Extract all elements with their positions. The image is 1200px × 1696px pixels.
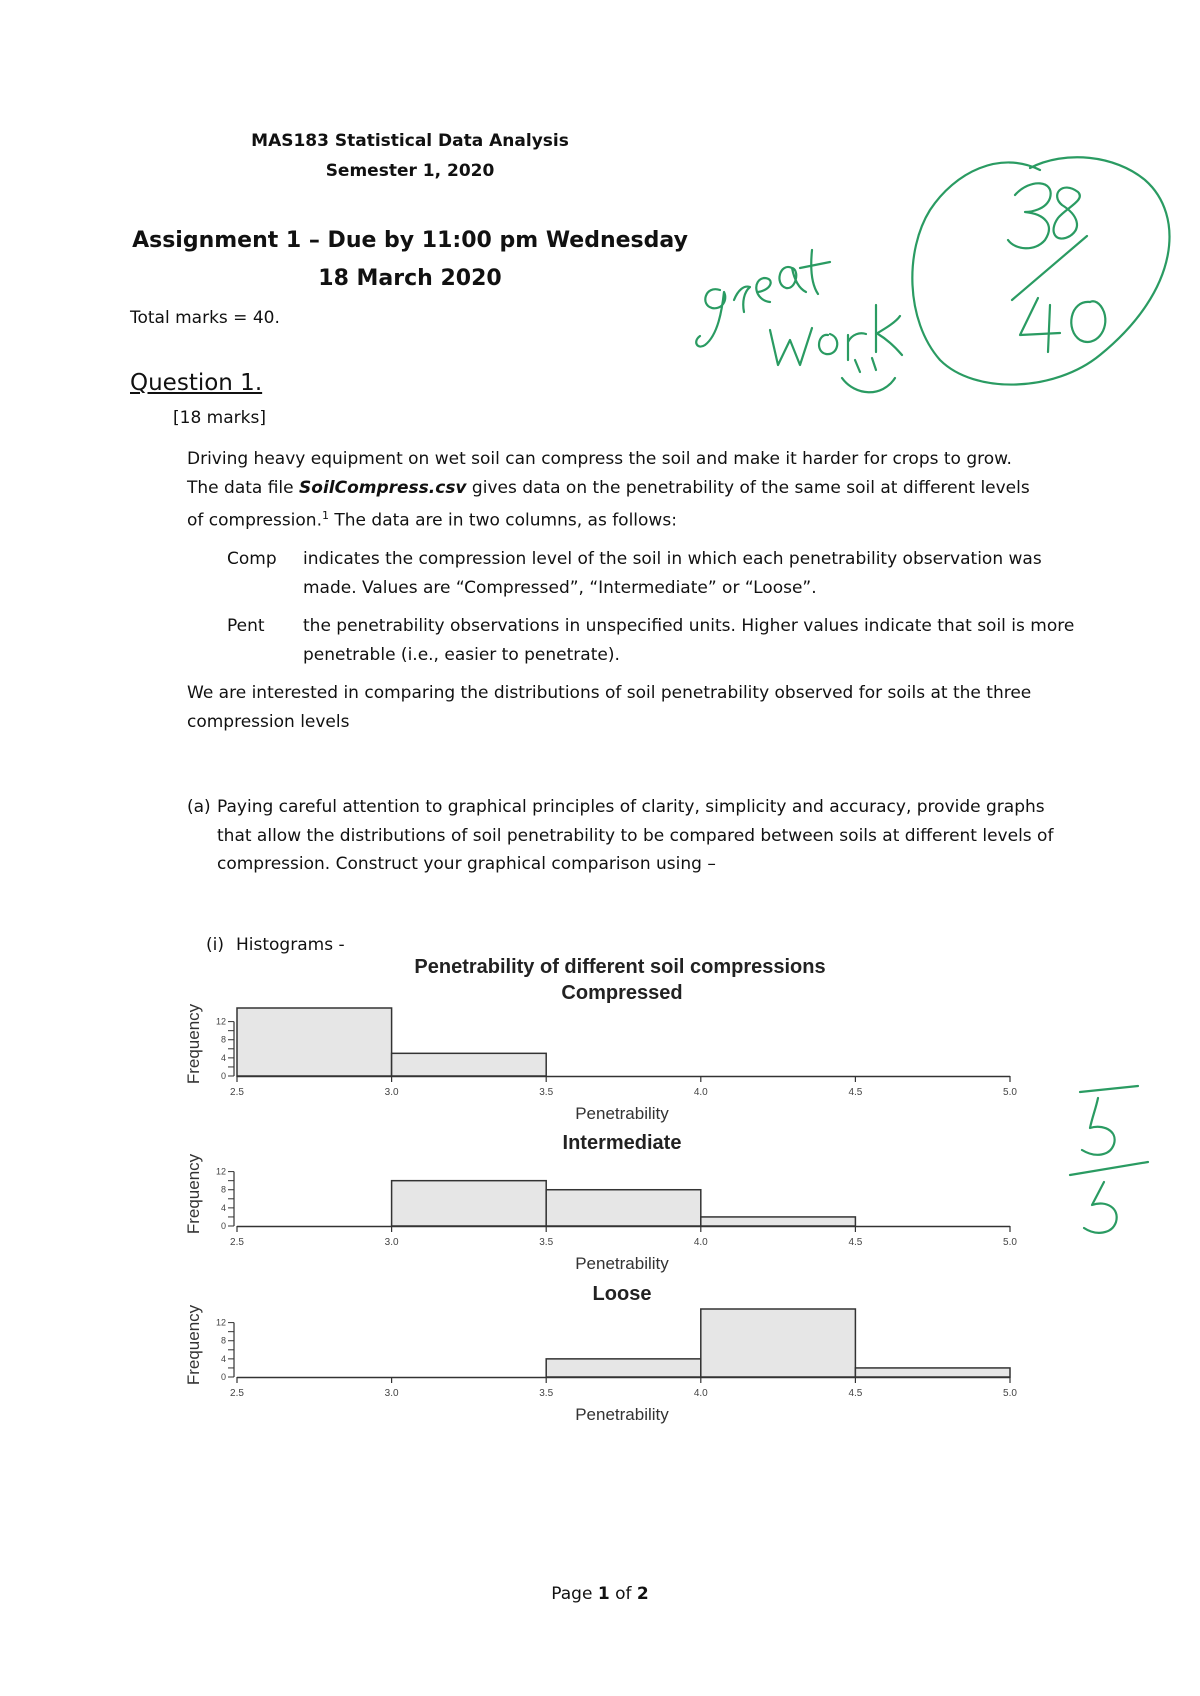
- x-tick-label: 4.0: [693, 1087, 708, 1098]
- x-tick-label: 3.0: [384, 1087, 399, 1098]
- intro-text: The data are in two columns, as follows:: [328, 510, 677, 531]
- definition-term: Pent: [227, 616, 265, 636]
- y-tick-label: 4: [220, 1202, 226, 1213]
- y-axis-label: Frequency: [184, 1153, 203, 1235]
- x-tick-label: 2.5: [230, 1388, 244, 1399]
- intro-text: The data file: [187, 477, 300, 498]
- footnote-marker: 1: [321, 509, 329, 522]
- histogram-bar: [855, 1368, 1010, 1377]
- data-file-name: SoilCompress.csv: [299, 477, 467, 498]
- y-axis-label: Frequency: [184, 1003, 203, 1085]
- y-tick-label: 4: [220, 1353, 226, 1364]
- y-tick-label: 8: [220, 1034, 226, 1045]
- x-axis-label: Penetrability: [575, 1405, 669, 1424]
- histogram-bar: [392, 1181, 547, 1226]
- x-axis-label: Penetrability: [575, 1104, 669, 1123]
- chart-subtitle: Compressed: [561, 982, 683, 1004]
- x-tick-label: 3.0: [384, 1388, 399, 1399]
- page-number: 1: [597, 1584, 610, 1604]
- page-footer: [0, 1580, 1200, 1609]
- histogram-bar: [701, 1217, 856, 1226]
- page-label: Page: [551, 1584, 598, 1604]
- part-a-text: Paying careful attention to graphical principles of clarity, simplicity and accuracy, provide graphs that allow the distributions of soil penetrability to be compared between soils at different levels of compression. Construct your graphical comparison using –: [217, 797, 1054, 874]
- definition-term: Comp: [227, 549, 277, 569]
- x-axis-label: Penetrability: [575, 1254, 669, 1273]
- course-title: MAS183 Statistical Data Analysis: [251, 131, 569, 151]
- y-tick-label: 12: [215, 1317, 226, 1328]
- histogram-bar: [546, 1190, 701, 1226]
- x-tick-label: 5.0: [1003, 1087, 1017, 1098]
- intro-line-1: Driving heavy equipment on wet soil can compress the soil and make it harder for crops to grow.: [187, 449, 1012, 469]
- x-tick-label: 4.5: [848, 1087, 863, 1098]
- page-of: of: [609, 1584, 637, 1604]
- y-tick-label: 12: [215, 1016, 226, 1027]
- intro-text: of compression.: [187, 510, 322, 531]
- intro-text: gives data on the penetrability of the same soil at different levels: [466, 477, 1030, 498]
- x-tick-label: 3.5: [539, 1237, 554, 1248]
- x-tick-label: 2.5: [230, 1237, 244, 1248]
- question-marks: [18 marks]: [173, 408, 266, 428]
- part-a-label: (a): [187, 797, 211, 817]
- x-tick-label: 4.0: [693, 1237, 708, 1248]
- x-tick-label: 5.0: [1003, 1237, 1017, 1248]
- y-tick-label: 0: [220, 1221, 226, 1231]
- question-heading: Question 1.: [130, 370, 263, 396]
- x-tick-label: 4.0: [693, 1388, 708, 1399]
- y-tick-label: 0: [220, 1071, 226, 1081]
- y-tick-label: 8: [220, 1335, 226, 1346]
- assignment-due-date: 18 March 2020: [318, 266, 502, 291]
- y-tick-label: 8: [220, 1184, 226, 1195]
- x-tick-label: 5.0: [1003, 1388, 1017, 1399]
- x-tick-label: 3.5: [539, 1388, 554, 1399]
- page-total: 2: [636, 1584, 649, 1604]
- histogram-bar: [701, 1309, 856, 1377]
- interest-paragraph: We are interested in comparing the distributions of soil penetrability observed for soils at the three compression levels: [187, 683, 1032, 732]
- x-tick-label: 4.5: [848, 1388, 863, 1399]
- x-tick-label: 3.0: [384, 1237, 399, 1248]
- total-marks: Total marks = 40.: [130, 308, 280, 328]
- histogram-bar: [392, 1053, 547, 1076]
- part-i-label: (i): [206, 935, 224, 955]
- semester-label: Semester 1, 2020: [325, 161, 495, 181]
- x-tick-label: 3.5: [539, 1087, 554, 1098]
- definition-desc: indicates the compression level of the soil in which each penetrability observation was made. Values are “Compressed”, “Intermediate” or “Loose”.: [303, 549, 1042, 598]
- y-tick-label: 4: [220, 1052, 226, 1063]
- x-tick-label: 2.5: [230, 1087, 244, 1098]
- y-tick-label: 12: [215, 1166, 226, 1177]
- definition-desc: the penetrability observations in unspecified units. Higher values indicate that soil is more penetrable (i.e., easier to penetrate).: [303, 616, 1075, 665]
- y-axis-label: Frequency: [184, 1304, 203, 1386]
- y-tick-label: 0: [220, 1372, 226, 1382]
- chart-subtitle: Intermediate: [562, 1132, 682, 1154]
- assignment-title: Assignment 1 – Due by 11:00 pm Wednesday: [132, 228, 688, 253]
- histogram-bar: [546, 1359, 701, 1377]
- chart-subtitle: Loose: [592, 1283, 652, 1305]
- part-i-text: Histograms -: [236, 935, 345, 955]
- histogram-bar: [237, 1008, 392, 1076]
- x-tick-label: 4.5: [848, 1237, 863, 1248]
- chart-title: Penetrability of different soil compressions: [414, 956, 826, 978]
